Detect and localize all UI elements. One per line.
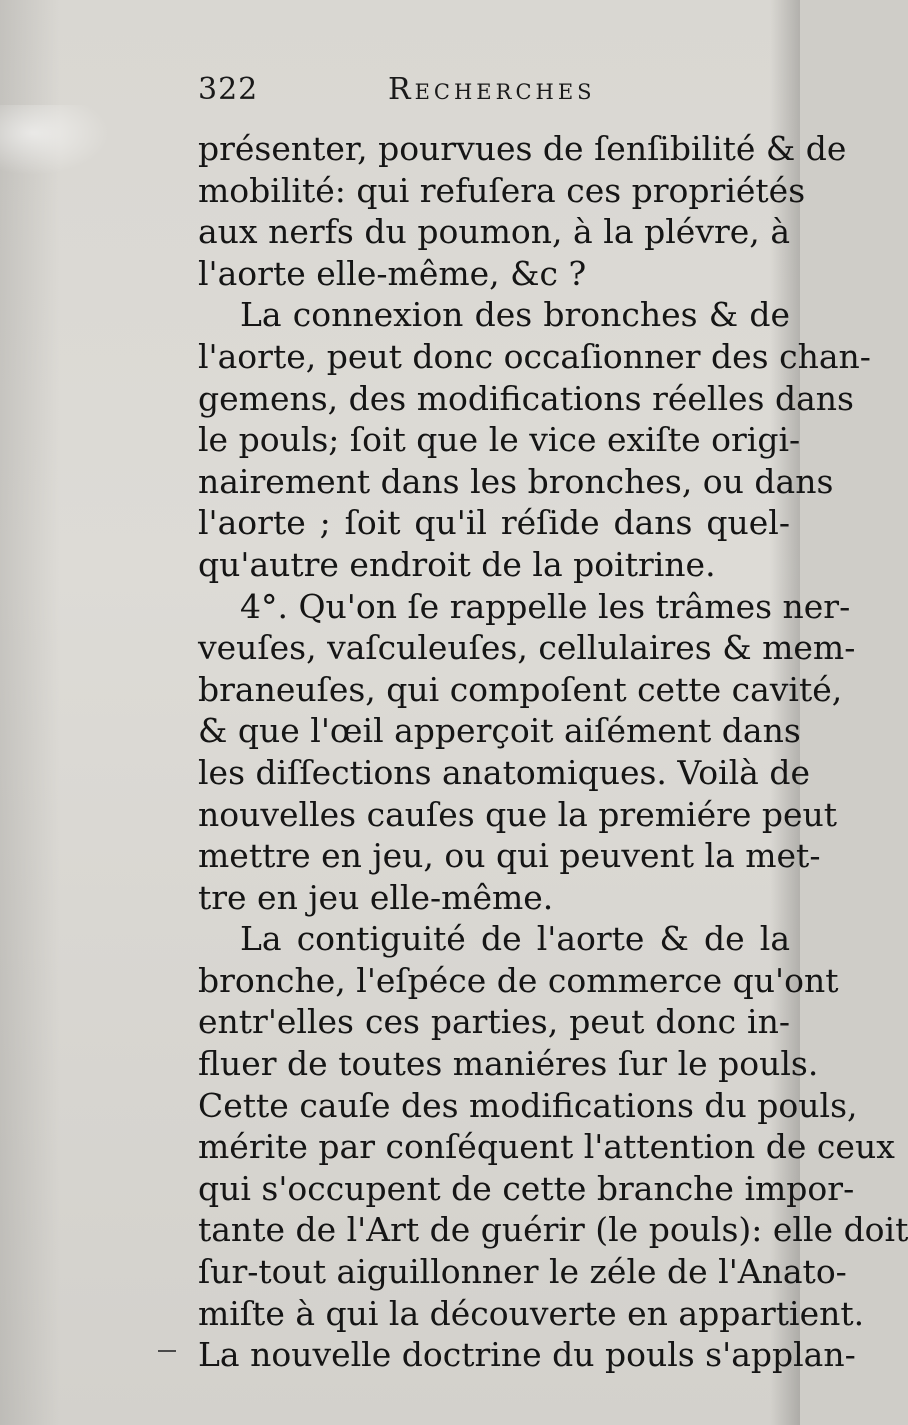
text-line: gemens, des modifications réelles dans bbox=[198, 378, 854, 418]
text-line: fluer de toutes maniéres ſur le pouls. bbox=[198, 1044, 819, 1084]
body-text bbox=[198, 128, 908, 1376]
page-header bbox=[198, 64, 798, 114]
text-line: aux nerfs du poumon, à la plévre, à bbox=[198, 212, 790, 252]
text-line: bronche, l'eſpéce de commerce qu'ont bbox=[198, 960, 839, 1000]
text-line: miſte à qui la découverte en appartient. bbox=[198, 1293, 865, 1333]
text-line: les diſſections anatomiques. Voilà de bbox=[198, 752, 810, 792]
text-line: nouvelles cauſes que la premiére peut bbox=[198, 794, 838, 834]
text-line: Cette cauſe des modifications du pouls, bbox=[198, 1085, 858, 1125]
text-line: 4°. Qu'on ſe rappelle les trâmes ner- bbox=[240, 586, 851, 626]
paper-stain bbox=[0, 105, 110, 175]
text-line: entr'elles ces parties, peut donc in- bbox=[198, 1002, 790, 1042]
paragraph bbox=[198, 128, 847, 294]
text-line: l'aorte ; ſoit qu'il réſide dans quel- bbox=[198, 503, 790, 543]
text-line: tante de l'Art de guérir (le pouls): elle doit bbox=[198, 1210, 908, 1250]
text-line: tre en jeu elle-même. bbox=[198, 877, 554, 917]
margin-mark bbox=[158, 1350, 176, 1352]
text-line: l'aorte, peut donc occaſionner des chan- bbox=[198, 336, 871, 376]
text-line: qui s'occupent de cette branche impor- bbox=[198, 1168, 855, 1208]
text-line: La connexion des bronches & de bbox=[240, 295, 790, 335]
running-head: Recherches bbox=[388, 72, 596, 107]
text-line: veuſes, vaſculeuſes, cellulaires & mem- bbox=[198, 628, 856, 668]
text-line: mobilité: qui refuſera ces propriétés bbox=[198, 170, 806, 210]
text-line: La contiguité de l'aorte & de la bbox=[240, 919, 790, 959]
text-line: le pouls; ſoit que le vice exiſte origi- bbox=[198, 420, 801, 460]
page-number: 322 bbox=[198, 72, 259, 107]
text-line: qu'autre endroit de la poitrine. bbox=[198, 544, 716, 584]
text-line: mérite par conſéquent l'attention de ceux bbox=[198, 1127, 895, 1167]
text-line: nairement dans les bronches, ou dans bbox=[198, 461, 834, 501]
paragraph bbox=[198, 586, 856, 919]
paragraph bbox=[198, 918, 908, 1376]
paragraph bbox=[198, 294, 871, 585]
text-line: présenter, pourvues de ſenſibilité & de bbox=[198, 129, 847, 168]
text-line: La nouvelle doctrine du pouls s'applan- bbox=[198, 1335, 856, 1375]
text-line: ſur-tout aiguillonner le zéle de l'Anato- bbox=[198, 1252, 847, 1292]
text-line: l'aorte elle-même, &c ? bbox=[198, 253, 587, 293]
text-line: & que l'œil apperçoit aiſément dans bbox=[198, 711, 801, 751]
text-line: mettre en jeu, ou qui peuvent la met- bbox=[198, 836, 821, 876]
text-line: braneuſes, qui compoſent cette cavité, bbox=[198, 669, 843, 709]
